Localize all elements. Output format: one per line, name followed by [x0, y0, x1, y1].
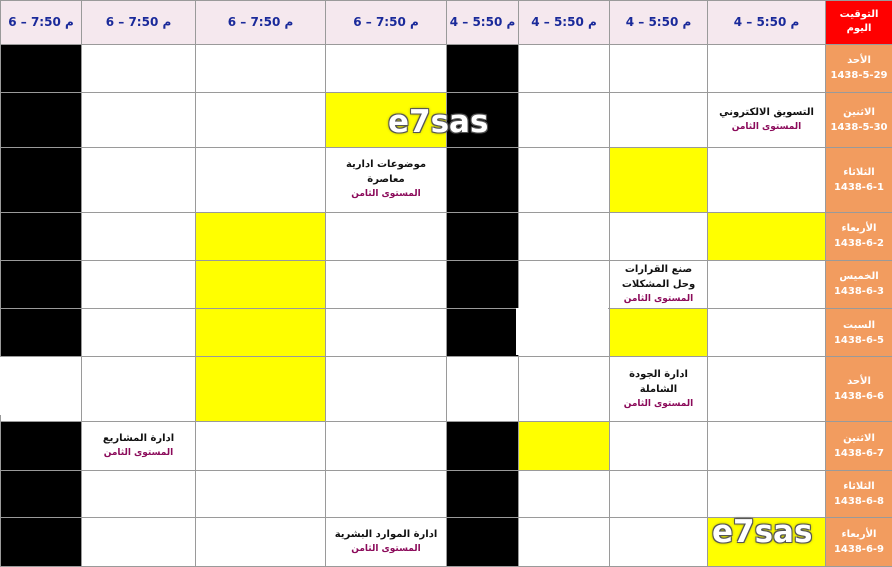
empty-cell [519, 212, 610, 261]
empty-cell [82, 93, 196, 148]
empty-cell [82, 147, 196, 212]
subject-name: وحل المشكلات [621, 278, 696, 290]
schedule-row [1, 261, 892, 309]
empty-cell [519, 518, 610, 567]
day-name: الأربعاء [841, 223, 877, 235]
blocked-cell [447, 44, 519, 93]
day-cell [826, 261, 892, 309]
highlighted-cell [610, 308, 708, 357]
schedule-row [1, 422, 892, 471]
schedule-row [1, 212, 892, 261]
empty-cell [519, 470, 610, 518]
blocked-cell [1, 422, 82, 471]
empty-cell [519, 147, 610, 212]
day-date: 1438-6-5 [833, 334, 885, 346]
blocked-cell [1, 212, 82, 261]
empty-cell [326, 470, 447, 518]
day-name: الاثنين [843, 432, 875, 444]
empty-cell [326, 308, 447, 357]
empty-cell [196, 147, 326, 212]
watermark-text: e7sas [388, 104, 489, 140]
empty-cell [82, 518, 196, 567]
empty-cell [196, 422, 326, 471]
blocked-cell [1, 261, 82, 309]
level-label: المستوى الثامن [103, 447, 174, 458]
subject-name: ادارة الموارد البشرية [334, 529, 438, 541]
schedule-row [1, 357, 892, 422]
day-cell [826, 44, 892, 93]
empty-cell [447, 357, 519, 422]
time-header: 4 – 5:50 م [519, 1, 610, 45]
subject-cell [326, 147, 447, 212]
empty-cell [82, 470, 196, 518]
highlighted-cell [519, 422, 610, 471]
empty-cell [196, 470, 326, 518]
day-date: 1438-6-6 [833, 391, 885, 403]
empty-cell [519, 93, 610, 148]
empty-cell [708, 470, 826, 518]
highlighted-cell [196, 261, 326, 309]
empty-cell [610, 470, 708, 518]
time-header: 4 – 5:50 م [610, 1, 708, 45]
time-header: 6 – 7:50 م [82, 1, 196, 45]
empty-cell [708, 147, 826, 212]
empty-cell [610, 518, 708, 567]
day-cell [826, 470, 892, 518]
day-date: 1438-6-3 [833, 286, 885, 298]
day-cell [826, 147, 892, 212]
day-name: الاثنين [843, 106, 875, 118]
day-date: 1438-5-29 [830, 70, 888, 82]
day-date: 1438-6-7 [833, 447, 885, 459]
empty-cell [610, 422, 708, 471]
day-date: 1438-6-8 [833, 496, 885, 508]
day-name: السبت [842, 319, 876, 331]
empty-cell [708, 44, 826, 93]
time-header: 6 – 7:50 م [1, 1, 82, 45]
empty-cell [610, 93, 708, 148]
day-name: الثلاثاء [843, 166, 875, 178]
empty-cell [326, 44, 447, 93]
corner-time-label: التوقيت [839, 9, 879, 21]
empty-cell [708, 357, 826, 422]
day-name: الأربعاء [841, 529, 877, 541]
empty-cell [610, 212, 708, 261]
blocked-cell [1, 44, 82, 93]
watermark-text: e7sas [712, 514, 813, 550]
empty-cell [708, 422, 826, 471]
empty-cell [82, 308, 196, 357]
level-label: المستوى الثامن [351, 189, 421, 200]
empty-cell [326, 422, 447, 471]
blocked-cell [447, 212, 519, 261]
day-cell [826, 212, 892, 261]
day-date: 1438-6-2 [833, 238, 885, 250]
schedule-row [1, 147, 892, 212]
day-date: 1438-5-30 [830, 121, 888, 133]
white-patch [0, 357, 80, 415]
empty-cell [610, 44, 708, 93]
empty-cell [708, 308, 826, 357]
schedule-row [1, 308, 892, 357]
day-cell [826, 422, 892, 471]
header-row [1, 1, 892, 45]
highlighted-cell [708, 212, 826, 261]
blocked-cell [1, 470, 82, 518]
blocked-cell [447, 470, 519, 518]
blocked-cell [447, 422, 519, 471]
blocked-cell [1, 518, 82, 567]
empty-cell [196, 518, 326, 567]
time-header: 4 – 5:50 م [447, 1, 519, 45]
empty-cell [326, 212, 447, 261]
level-label: المستوى الثامن [623, 398, 694, 409]
highlighted-cell [196, 212, 326, 261]
schedule-row [1, 44, 892, 93]
day-name: الأحد [847, 376, 871, 388]
empty-cell [708, 261, 826, 309]
subject-name: ادارة المشاريع [102, 432, 175, 444]
highlighted-cell [196, 357, 326, 422]
day-name: الأحد [847, 55, 871, 67]
time-header: 6 – 7:50 م [326, 1, 447, 45]
corner-day-label: اليوم [846, 23, 872, 35]
empty-cell [326, 357, 447, 422]
day-cell [826, 357, 892, 422]
empty-cell [82, 261, 196, 309]
highlighted-cell [610, 147, 708, 212]
blocked-cell [1, 147, 82, 212]
blocked-cell [447, 261, 519, 309]
blocked-cell [447, 518, 519, 567]
day-cell [826, 93, 892, 148]
empty-cell [196, 93, 326, 148]
empty-cell [519, 44, 610, 93]
empty-cell [82, 357, 196, 422]
subject-name: صنع القرارات [624, 263, 693, 275]
day-cell [826, 308, 892, 357]
empty-cell [519, 357, 610, 422]
level-label: المستوى الثامن [623, 293, 694, 304]
day-cell [826, 518, 892, 567]
subject-cell [82, 422, 196, 471]
day-name: الخميس [839, 271, 879, 283]
highlighted-cell [196, 308, 326, 357]
empty-cell [196, 44, 326, 93]
subject-cell [610, 357, 708, 422]
day-date: 1438-6-1 [833, 181, 885, 193]
day-name: الثلاثاء [843, 481, 875, 493]
empty-cell [326, 261, 447, 309]
blocked-cell [1, 93, 82, 148]
empty-cell [82, 212, 196, 261]
empty-cell [82, 44, 196, 93]
schedule-row [1, 470, 892, 518]
subject-name: موضوعات ادارية معاصرة [345, 159, 427, 186]
blocked-cell [447, 147, 519, 212]
level-label: المستوى الثامن [731, 121, 802, 132]
level-label: المستوى الثامن [351, 544, 421, 555]
subject-cell [326, 518, 447, 567]
time-header: 6 – 7:50 م [196, 1, 326, 45]
empty-cell [519, 261, 610, 309]
subject-name: التسويق الالكتروني [719, 106, 814, 118]
blocked-cell [447, 308, 519, 357]
subject-name: ادارة الجودة الشاملة [629, 368, 688, 395]
corner-header [826, 1, 892, 45]
subject-cell [708, 93, 826, 148]
blocked-cell [1, 308, 82, 357]
subject-cell [610, 261, 708, 309]
white-patch [516, 308, 608, 355]
time-header: 4 – 5:50 م [708, 1, 826, 45]
day-date: 1438-6-9 [833, 544, 885, 556]
